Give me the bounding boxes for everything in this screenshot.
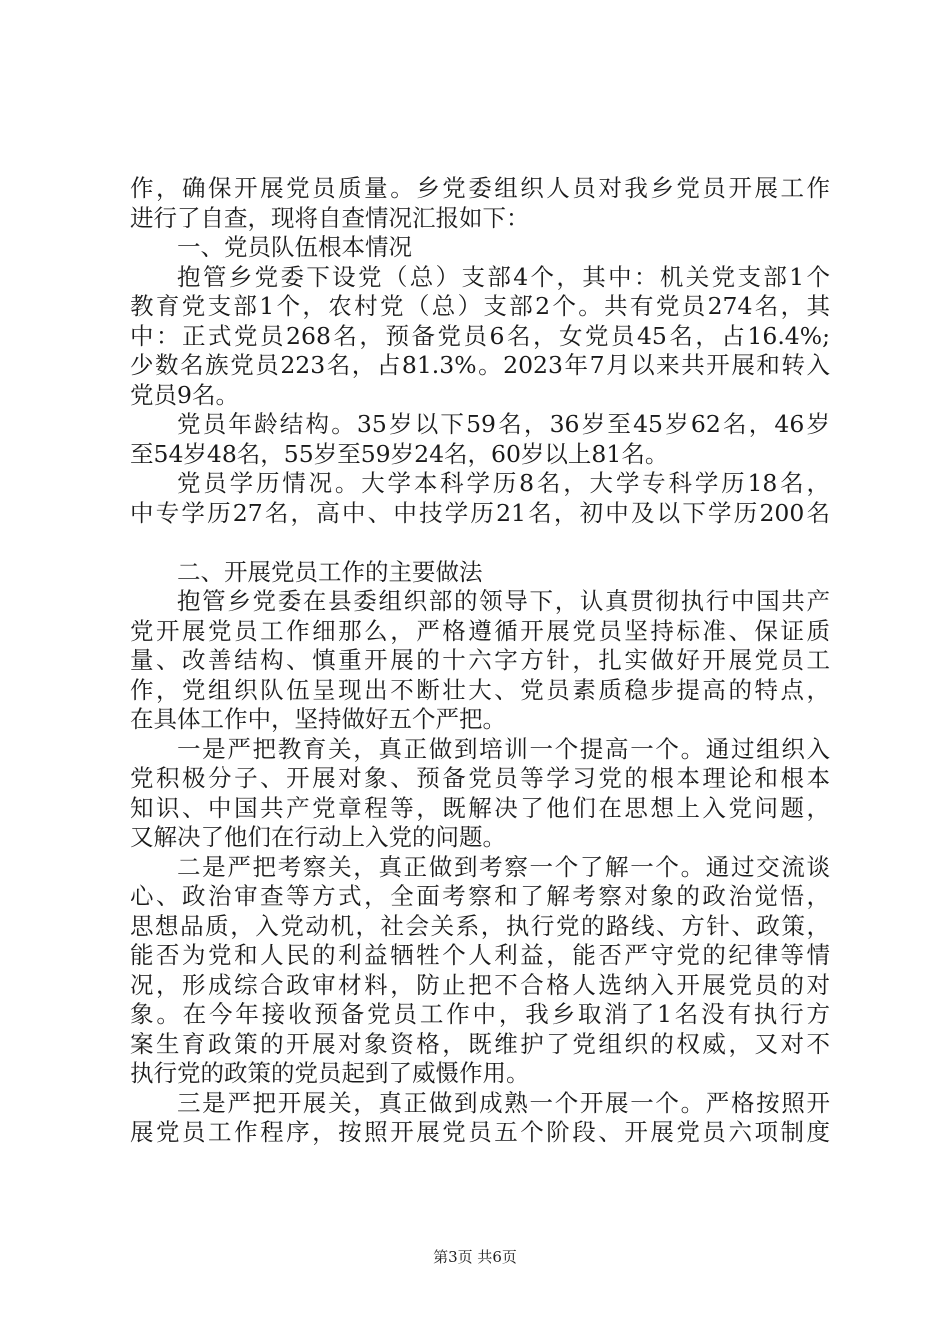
text-line: 中：正式党员268名，预备党员6名，女党员45名，占16.4%; [130, 321, 830, 350]
text-line: 党员年龄结构。35岁以下59名，36岁至45岁62名，46岁 [177, 410, 830, 438]
text-line: 二是严把考察关，真正做到考察一个了解一个。通过交流谈 [177, 852, 830, 881]
text-line: 思想品质，入党动机，社会关系，执行党的路线、方针、政策， [130, 911, 830, 940]
text-line: 党积极分子、开展对象、预备党员等学习党的根本理论和根本 [130, 764, 830, 792]
text-line: 展党员工作程序，按照开展党员五个阶段、开展党员六项制度 [130, 1118, 830, 1146]
page-footer: 第3页 共6页 [433, 1248, 517, 1266]
text-line: 案生育政策的开展对象资格，既维护了党组织的权威，又对不 [130, 1029, 830, 1058]
text-line: 在具体工作中，坚持做好五个严把。 [130, 705, 506, 733]
text-line: 知识、中国共产党章程等，既解决了他们在思想上入党问题， [130, 793, 830, 822]
text-line: 中专学历27名，高中、中技学历21名，初中及以下学历200名 [130, 498, 830, 527]
text-line: 量、改善结构、慎重开展的十六字方针，扎实做好开展党员工 [130, 646, 830, 674]
text-line: 党员学历情况。大学本科学历8名，大学专科学历18名， [177, 469, 830, 497]
text-line: 又解决了他们在行动上入党的问题。 [130, 823, 506, 851]
text-line: 教育党支部1个，农村党（总）支部2个。共有党员274名，其 [130, 292, 830, 320]
text-line: 象。在今年接收预备党员工作中，我乡取消了1名没有执行方 [130, 1000, 830, 1028]
text-line: 执行党的政策的党员起到了威慑作用。 [130, 1059, 530, 1087]
text-line: 心、政治审查等方式，全面考察和了解考察对象的政治觉悟， [130, 882, 830, 910]
text-line: 二、开展党员工作的主要做法 [177, 557, 483, 586]
text-line: 作，党组织队伍呈现出不断壮大、党员素质稳步提高的特点， [130, 675, 830, 704]
text-line: 能否为党和人民的利益牺牲个人利益，能否严守党的纪律等情 [130, 941, 830, 969]
text-line: 至54岁48名，55岁至59岁24名，60岁以上81名。 [130, 439, 669, 468]
text-line: 三是严把开展关，真正做到成熟一个开展一个。严格按照开 [177, 1088, 830, 1117]
blank-line [130, 528, 830, 558]
text-line: 抱管乡党委下设党（总）支部4个，其中：机关党支部1个 [177, 262, 830, 291]
text-line: 作，确保开展党员质量。乡党委组织人员对我乡党员开展工作 [130, 174, 830, 202]
text-line: 一、党员队伍根本情况 [177, 233, 412, 261]
text-line: 一是严把教育关，真正做到培训一个提高一个。通过组织入 [177, 734, 830, 763]
text-line: 少数名族党员223名，占81.3%。2023年7月以来共开展和转入 [130, 351, 830, 379]
text-line: 进行了自查，现将自查情况汇报如下： [130, 203, 530, 232]
text-line: 抱管乡党委在县委组织部的领导下，认真贯彻执行中国共产 [177, 587, 830, 615]
text-line: 况，形成综合政审材料，防止把不合格人选纳入开展党员的对 [130, 970, 830, 999]
document-body [130, 174, 830, 1148]
text-line: 党开展党员工作细那么，严格遵循开展党员坚持标准、保证质 [130, 616, 830, 645]
text-line: 党员9名。 [130, 380, 239, 409]
